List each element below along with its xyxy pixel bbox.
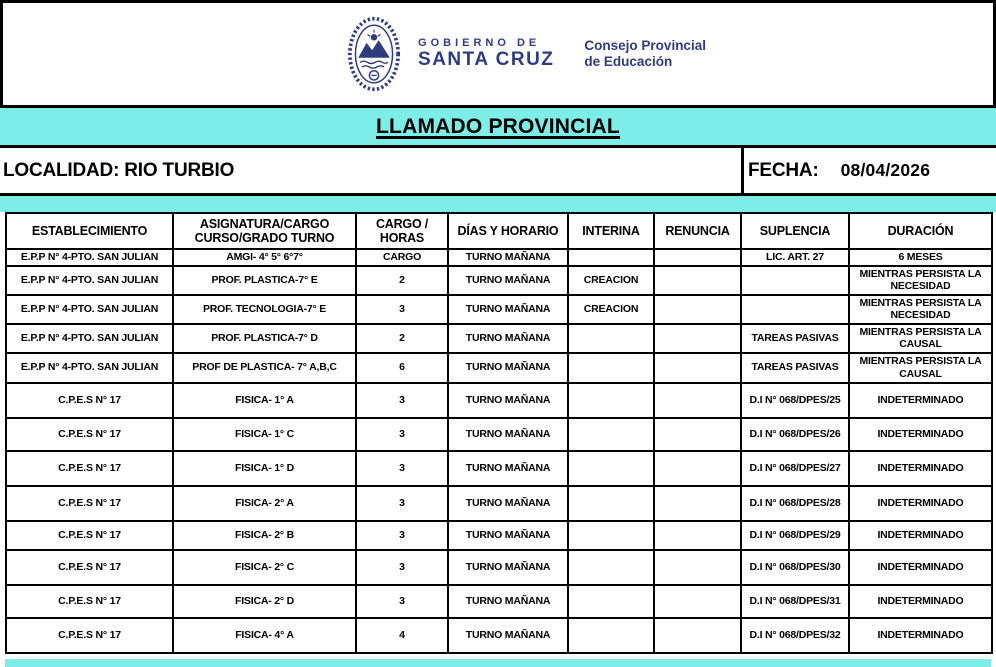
cell-interina <box>568 353 654 383</box>
cell-cargo-horas: 3 <box>356 486 448 521</box>
cell-duracion: INDETERMINADO <box>849 451 992 486</box>
gobierno-de-text: GOBIERNO DE <box>418 37 541 49</box>
cell-interina <box>568 451 654 486</box>
cell-cargo-horas: 6 <box>356 353 448 383</box>
cell-cargo-horas: 2 <box>356 266 448 295</box>
vacancies-table <box>5 212 993 654</box>
cell-establecimiento: E.P.P N° 4-PTO. SAN JULIAN <box>6 295 173 324</box>
cell-cargo-horas: 3 <box>356 295 448 324</box>
cell-renuncia <box>654 295 741 324</box>
letterhead <box>0 0 996 108</box>
col-header-asignatura: ASIGNATURA/CARGO CURSO/GRADO TURNO <box>173 213 356 249</box>
table-row <box>6 383 992 418</box>
cell-duracion: MIENTRAS PERSISTA LA CAUSAL <box>849 324 992 353</box>
cell-dias-horario: TURNO MAÑANA <box>448 550 568 585</box>
table-row <box>6 585 992 618</box>
cell-asignatura: FISICA- 4° A <box>173 618 356 653</box>
cell-cargo-horas: 3 <box>356 418 448 451</box>
document-title: LLAMADO PROVINCIAL <box>376 114 620 138</box>
cell-establecimiento: C.P.E.S N° 17 <box>6 486 173 521</box>
cell-duracion: MIENTRAS PERSISTA LA CAUSAL <box>849 353 992 383</box>
cell-dias-horario: TURNO MAÑANA <box>448 353 568 383</box>
cell-duracion: INDETERMINADO <box>849 585 992 618</box>
cell-suplencia: D.I N° 068/DPES/26 <box>741 418 849 451</box>
cell-cargo-horas: 4 <box>356 618 448 653</box>
cell-suplencia: D.I N° 068/DPES/25 <box>741 383 849 418</box>
cell-cargo-horas: 2 <box>356 324 448 353</box>
consejo-line1: Consejo Provincial <box>584 38 706 54</box>
cell-suplencia: LIC. ART. 27 <box>741 249 849 266</box>
cell-cargo-horas: 3 <box>356 451 448 486</box>
consejo-line2: de Educación <box>584 54 673 69</box>
gobierno-wordmark <box>418 37 554 71</box>
col-header-duracion: DURACIÓN <box>849 213 992 249</box>
cell-suplencia: D.I N° 068/DPES/29 <box>741 521 849 550</box>
table-row <box>6 353 992 383</box>
locality-band <box>0 148 996 196</box>
fecha-cell <box>741 148 996 193</box>
santa-cruz-coat-of-arms-icon <box>346 15 402 93</box>
col-header-suplencia: SUPLENCIA <box>741 213 849 249</box>
cell-renuncia <box>654 353 741 383</box>
cell-duracion: INDETERMINADO <box>849 418 992 451</box>
cell-renuncia <box>654 249 741 266</box>
cell-dias-horario: TURNO MAÑANA <box>448 383 568 418</box>
section-divider-band <box>0 196 996 212</box>
cell-suplencia: D.I N° 068/DPES/30 <box>741 550 849 585</box>
cell-interina <box>568 418 654 451</box>
cell-cargo-horas: 3 <box>356 550 448 585</box>
table-body <box>6 249 992 653</box>
cell-dias-horario: TURNO MAÑANA <box>448 486 568 521</box>
cell-interina <box>568 521 654 550</box>
cell-interina <box>568 550 654 585</box>
cell-establecimiento: E.P.P N° 4-PTO. SAN JULIAN <box>6 353 173 383</box>
cell-duracion: MIENTRAS PERSISTA LA NECESIDAD <box>849 295 992 324</box>
cell-asignatura: FISICA- 2° D <box>173 585 356 618</box>
cell-duracion: 6 MESES <box>849 249 992 266</box>
cell-cargo-horas: CARGO <box>356 249 448 266</box>
cell-asignatura: FISICA- 1° C <box>173 418 356 451</box>
cell-renuncia <box>654 618 741 653</box>
cell-interina <box>568 383 654 418</box>
cell-dias-horario: TURNO MAÑANA <box>448 585 568 618</box>
cell-asignatura: PROF DE PLASTICA- 7° A,B,C <box>173 353 356 383</box>
cell-renuncia <box>654 383 741 418</box>
cell-establecimiento: C.P.E.S N° 17 <box>6 550 173 585</box>
cell-dias-horario: TURNO MAÑANA <box>448 451 568 486</box>
cell-suplencia: TAREAS PASIVAS <box>741 353 849 383</box>
cell-asignatura: PROF. PLASTICA-7° D <box>173 324 356 353</box>
table-row <box>6 618 992 653</box>
cell-duracion: INDETERMINADO <box>849 521 992 550</box>
table-row <box>6 451 992 486</box>
cell-renuncia <box>654 451 741 486</box>
col-header-renuncia: RENUNCIA <box>654 213 741 249</box>
cell-interina <box>568 618 654 653</box>
cell-duracion: INDETERMINADO <box>849 486 992 521</box>
cell-establecimiento: C.P.E.S N° 17 <box>6 383 173 418</box>
cell-dias-horario: TURNO MAÑANA <box>448 418 568 451</box>
cell-asignatura: FISICA- 2° B <box>173 521 356 550</box>
cell-establecimiento: C.P.E.S N° 17 <box>6 521 173 550</box>
cell-asignatura: FISICA- 2° A <box>173 486 356 521</box>
col-header-interina: INTERINA <box>568 213 654 249</box>
fecha-label: FECHA: <box>748 159 819 181</box>
cell-renuncia <box>654 585 741 618</box>
col-header-cargo-horas: CARGO / HORAS <box>356 213 448 249</box>
table-row <box>6 266 992 295</box>
cell-cargo-horas: 3 <box>356 521 448 550</box>
cell-cargo-horas: 3 <box>356 585 448 618</box>
fecha-value: 08/04/2026 <box>840 160 931 180</box>
cell-suplencia: TAREAS PASIVAS <box>741 324 849 353</box>
cell-dias-horario: TURNO MAÑANA <box>448 295 568 324</box>
cell-renuncia <box>654 418 741 451</box>
cell-establecimiento: E.P.P N° 4-PTO. SAN JULIAN <box>6 266 173 295</box>
cell-establecimiento: E.P.P N° 4-PTO. SAN JULIAN <box>6 249 173 266</box>
cell-establecimiento: C.P.E.S N° 17 <box>6 451 173 486</box>
table-row <box>6 550 992 585</box>
cell-suplencia <box>741 295 849 324</box>
santa-cruz-text: SANTA CRUZ <box>418 49 555 70</box>
table-row <box>6 249 992 266</box>
cell-duracion: MIENTRAS PERSISTA LA NECESIDAD <box>849 266 992 295</box>
cell-establecimiento: C.P.E.S N° 17 <box>6 418 173 451</box>
col-header-dias-horario: DÍAS Y HORARIO <box>448 213 568 249</box>
cell-interina <box>568 585 654 618</box>
cell-suplencia: D.I N° 068/DPES/28 <box>741 486 849 521</box>
cell-interina: CREACION <box>568 295 654 324</box>
cell-renuncia <box>654 266 741 295</box>
cell-dias-horario: TURNO MAÑANA <box>448 618 568 653</box>
cell-dias-horario: TURNO MAÑANA <box>448 521 568 550</box>
cell-duracion: INDETERMINADO <box>849 550 992 585</box>
cell-establecimiento: C.P.E.S N° 17 <box>6 585 173 618</box>
cell-suplencia: D.I N° 068/DPES/32 <box>741 618 849 653</box>
cell-establecimiento: E.P.P N° 4-PTO. SAN JULIAN <box>6 324 173 353</box>
document-title-band <box>0 108 996 148</box>
cell-interina <box>568 249 654 266</box>
table-row <box>6 295 992 324</box>
cell-establecimiento: C.P.E.S N° 17 <box>6 618 173 653</box>
cell-renuncia <box>654 486 741 521</box>
table-row <box>6 521 992 550</box>
cell-dias-horario: TURNO MAÑANA <box>448 324 568 353</box>
cell-asignatura: FISICA- 2° C <box>173 550 356 585</box>
cell-duracion: INDETERMINADO <box>849 383 992 418</box>
cell-renuncia <box>654 521 741 550</box>
table-row <box>6 418 992 451</box>
cell-asignatura: FISICA- 1° D <box>173 451 356 486</box>
cell-suplencia <box>741 266 849 295</box>
cell-suplencia: D.I N° 068/DPES/31 <box>741 585 849 618</box>
consejo-wordmark <box>584 38 706 69</box>
cell-asignatura: AMGI- 4° 5° 6°7° <box>173 249 356 266</box>
cell-asignatura: PROF. PLASTICA-7° E <box>173 266 356 295</box>
cell-dias-horario: TURNO MAÑANA <box>448 249 568 266</box>
cell-asignatura: FISICA- 1° A <box>173 383 356 418</box>
cell-dias-horario: TURNO MAÑANA <box>448 266 568 295</box>
cell-renuncia <box>654 550 741 585</box>
col-header-establecimiento: ESTABLECIMIENTO <box>6 213 173 249</box>
locality-label: LOCALIDAD: RIO TURBIO <box>3 159 235 181</box>
cell-interina <box>568 324 654 353</box>
cell-duracion: INDETERMINADO <box>849 618 992 653</box>
cell-interina: CREACION <box>568 266 654 295</box>
government-brand <box>346 15 706 93</box>
table-row <box>6 486 992 521</box>
table-header-row <box>6 213 992 249</box>
cell-suplencia: D.I N° 068/DPES/27 <box>741 451 849 486</box>
cell-asignatura: PROF. TECNOLOGIA-7° E <box>173 295 356 324</box>
cell-cargo-horas: 3 <box>356 383 448 418</box>
cell-interina <box>568 486 654 521</box>
cell-renuncia <box>654 324 741 353</box>
table-row <box>6 324 992 353</box>
